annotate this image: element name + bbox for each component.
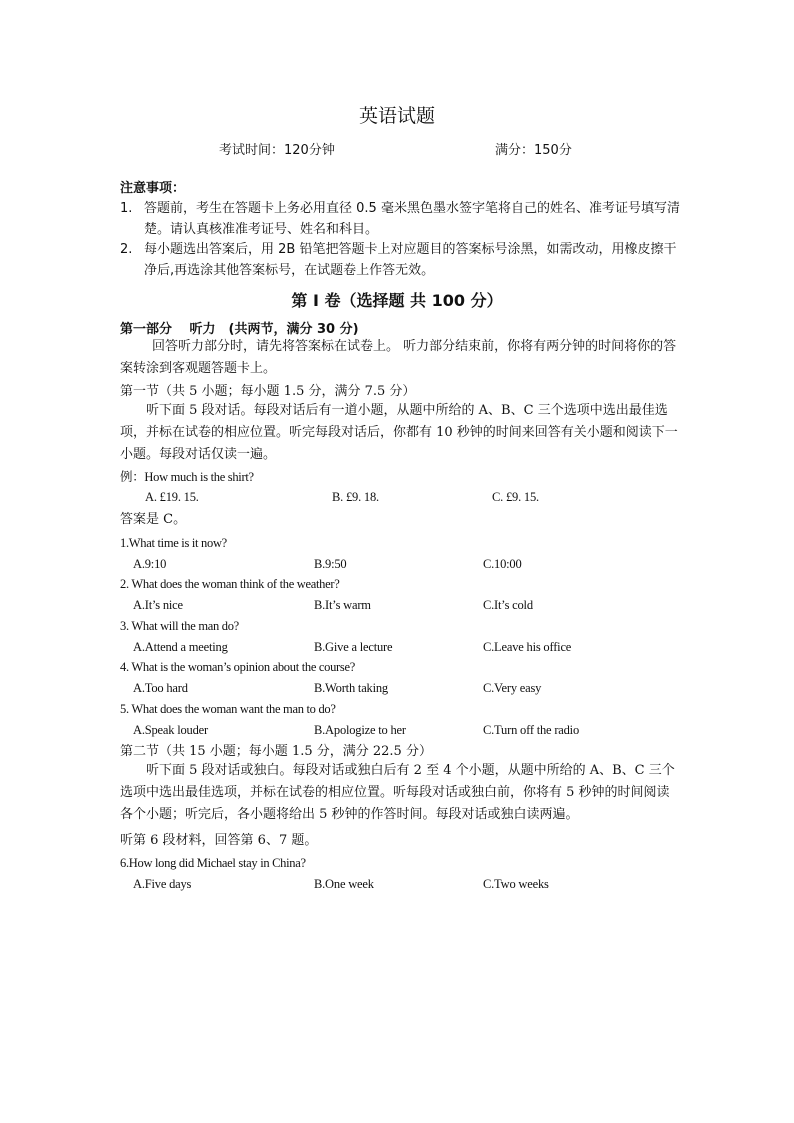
exam-time: 考试时间：120分钟 — [219, 143, 335, 158]
q4-option-b: B.Worth taking — [314, 681, 388, 695]
q6-option-a: A.Five days — [133, 877, 192, 891]
q5-option-b: B.Apologize to her — [314, 723, 406, 737]
question-1: 1.What time is it now? — [120, 536, 227, 550]
question-3: 3. What will the man do? — [120, 619, 239, 633]
material-6-label: 听第 6 段材料，回答第 6、7 题。 — [120, 833, 318, 848]
q2-option-a: A.It’s nice — [133, 598, 183, 612]
exam-title: 英语试题 — [358, 105, 435, 127]
q1-option-b: B.9:50 — [314, 557, 347, 571]
section1-heading: 第一节（共 5 小题；每小题 1.5 分，满分 7.5 分） — [120, 384, 416, 399]
q2-option-b: B.It’s warm — [314, 598, 371, 612]
q2-option-c: C.It’s cold — [483, 598, 533, 612]
example-answer: 答案是 C。 — [120, 512, 187, 527]
section2-instructions: 听下面 5 段对话或独白。每段对话或独白后有 2 至 4 个小题，从题中所给的 A、B、C 三个选项中选出最佳选项，并标在试卷的相应位置。听每段对话或独白前，你将有 5 秒钟的时间阅读各个小题；听完后，各小题将给出 5 秒钟的作答时间。每段对话或独白读两遍。 — [120, 763, 675, 822]
part1-intro: 回答听力部分时，请先将答案标在试卷上。 听力部分结束前，你将有两分钟的时间将你的答案转涂到客观题答题卡上。 — [120, 339, 677, 376]
question-6: 6.How long did Michael stay in China? — [120, 856, 306, 870]
part1-heading: 第一部分 听力 (共两节，满分 30 分) — [120, 322, 359, 337]
q6-option-b: B.One week — [314, 877, 374, 891]
notice-item-2 — [120, 239, 680, 281]
section1-instructions: 听下面 5 段对话。每段对话后有一道小题，从题中所给的 A、B、C 三个选项中选出最佳选项，并标在试卷的相应位置。听完每段对话后，你都有 10 秒钟的时间来回答有关小题和阅读下一小题。每段对话仅读一遍。 — [120, 403, 678, 462]
q5-option-a: A.Speak louder — [133, 723, 208, 737]
question-4: 4. What is the woman’s opinion about the course? — [120, 660, 355, 674]
q1-option-a: A.9:10 — [133, 557, 167, 571]
example-question: 例：How much is the shirt? — [120, 470, 254, 484]
example-option-c: C. £9. 15. — [492, 490, 539, 504]
q6-option-c: C.Two weeks — [483, 877, 549, 891]
example-option-a: A. £19. 15. — [145, 490, 199, 504]
q3-option-b: B.Give a lecture — [314, 640, 393, 654]
notice-text: 答题前，考生在答题卡上务必用直径 0.5 毫米黑色墨水签字笔将自己的姓名、准考证号填写清楚。请认真核准准考证号、姓名和科目。 — [144, 201, 680, 237]
q3-option-c: C.Leave his office — [483, 640, 572, 654]
volume-title: 第 I 卷（选择题 共 100 分） — [291, 291, 503, 310]
q4-option-a: A.Too hard — [133, 681, 188, 695]
notice-number: 2. — [120, 242, 133, 257]
notice-text: 每小题选出答案后，用 2B 铅笔把答题卡上对应题目的答案标号涂黑，如需改动，用橡皮擦干净后,再选涂其他答案标号，在试题卷上作答无效。 — [144, 242, 677, 278]
q1-option-c: C.10:00 — [483, 557, 522, 571]
section2-heading: 第二节（共 15 小题；每小题 1.5 分，满分 22.5 分） — [120, 744, 432, 759]
notice-heading: 注意事项： — [120, 181, 186, 196]
q4-option-c: C.Very easy — [483, 681, 542, 695]
q3-option-a: A.Attend a meeting — [133, 640, 228, 654]
example-option-b: B. £9. 18. — [332, 490, 379, 504]
notice-item-1 — [120, 198, 680, 240]
notice-number: 1. — [120, 201, 133, 216]
question-5: 5. What does the woman want the man to do? — [120, 702, 336, 716]
full-score: 满分：150分 — [495, 143, 572, 158]
question-2: 2. What does the woman think of the weather? — [120, 577, 340, 591]
q5-option-c: C.Turn off the radio — [483, 723, 580, 737]
